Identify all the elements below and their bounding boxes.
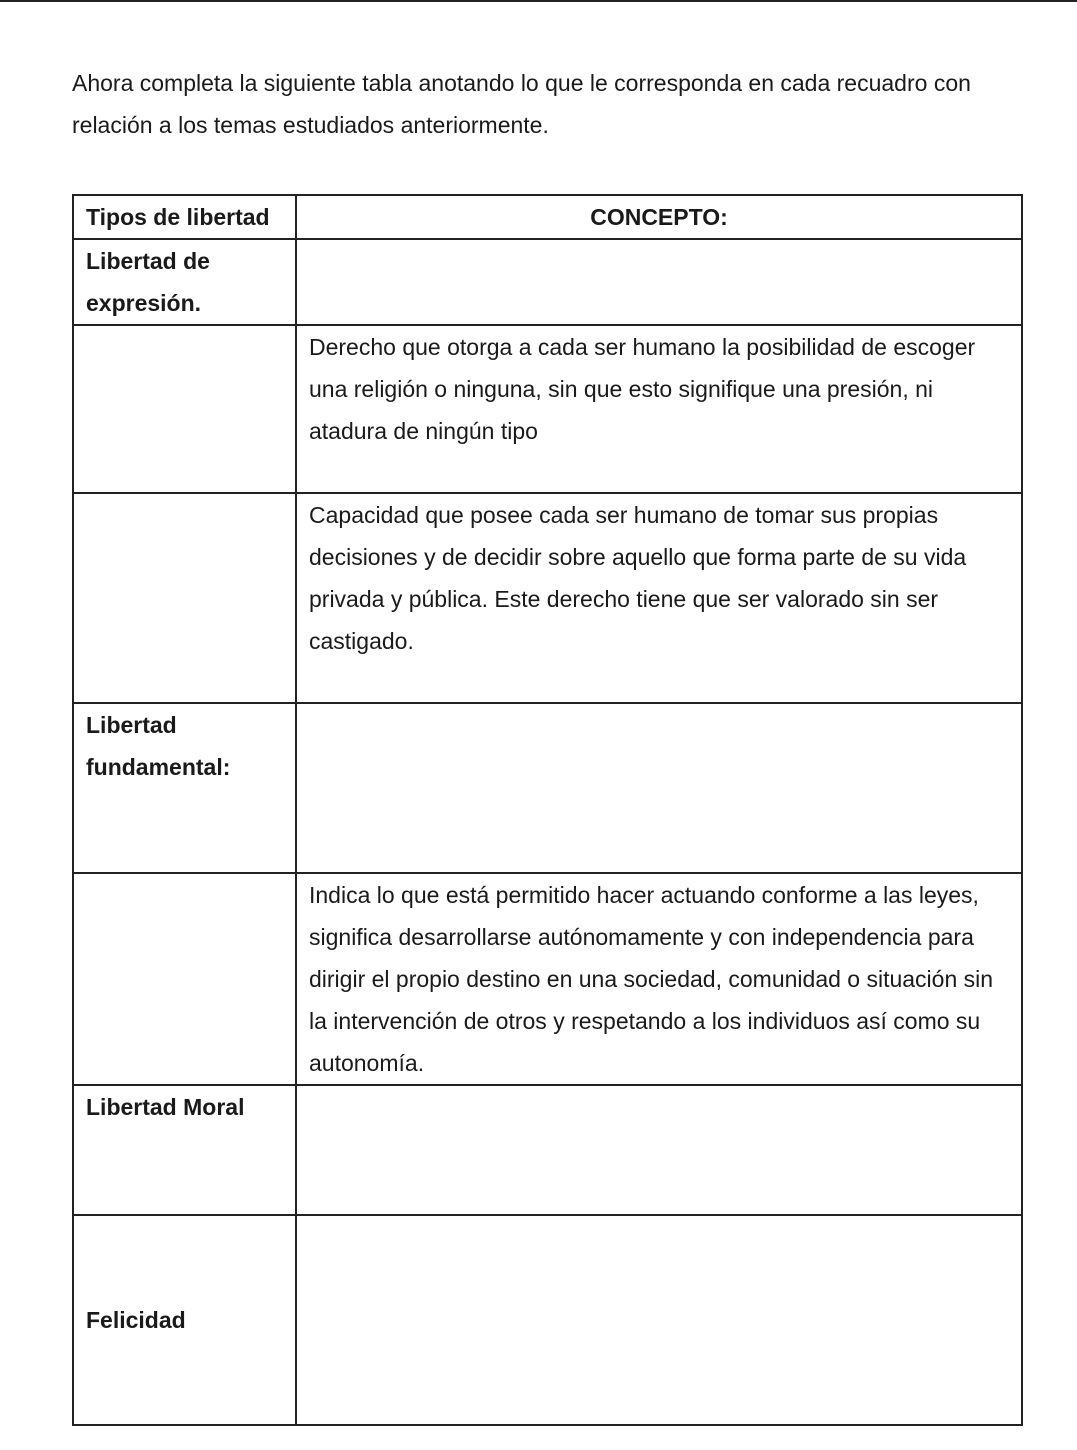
type-cell[interactable] [73,325,296,493]
concept-cell[interactable] [296,703,1022,873]
table-row [73,493,1022,703]
table-row [73,239,1022,325]
table-row [73,1215,1022,1425]
header-types: Tipos de libertad [73,195,296,239]
type-cell[interactable] [73,873,296,1085]
concept-cell[interactable] [296,239,1022,325]
type-cell: Libertad de expresión. [73,239,296,325]
concept-cell: Capacidad que posee cada ser humano de tomar sus propias decisiones y de decidir sobre aquello que forma parte de su vida privada y pública. Este derecho tiene que ser valorado sin ser castigado. [296,493,1022,703]
table-header-row [73,195,1022,239]
type-cell[interactable] [73,493,296,703]
type-cell: Felicidad [73,1215,296,1425]
table-row [73,325,1022,493]
concept-cell[interactable] [296,1085,1022,1215]
table-row [73,873,1022,1085]
concept-cell: Indica lo que está permitido hacer actuando conforme a las leyes, significa desarrollarse autónomamente y con independencia para dirigir el propio destino en una sociedad, comunidad o situación sin la intervención de otros y respetando a los individuos así como su autonomía. [296,873,1022,1085]
concept-cell[interactable] [296,1215,1022,1425]
liberty-types-table [72,194,1023,1426]
instructions-text: Ahora completa la siguiente tabla anotando lo que le corresponda en cada recuadro con relación a los temas estudiados anteriormente. [72,70,971,138]
type-cell: Libertad fundamental: [73,703,296,873]
table-row [73,703,1022,873]
top-border-line [0,0,1077,2]
concept-cell: Derecho que otorga a cada ser humano la posibilidad de escoger una religión o ninguna, sin que esto signifique una presión, ni atadura de ningún tipo [296,325,1022,493]
header-concept: CONCEPTO: [296,195,1022,239]
table-row [73,1085,1022,1215]
type-cell: Libertad Moral [73,1085,296,1215]
